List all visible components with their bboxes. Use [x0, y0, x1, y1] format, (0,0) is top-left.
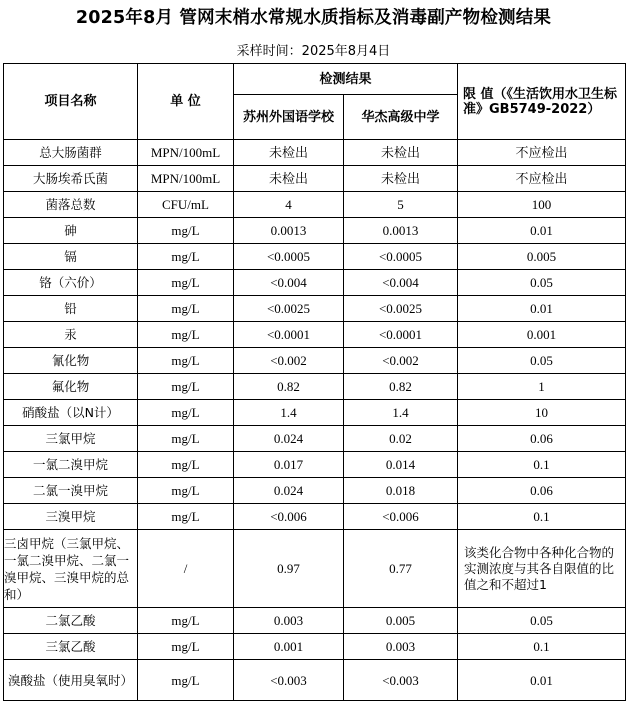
limit-cell: 0.01 — [458, 660, 626, 701]
site-2-value-cell: <0.0025 — [344, 296, 458, 322]
item-name-cell: 溴酸盐（使用臭氧时） — [4, 660, 138, 701]
unit-cell: mg/L — [138, 348, 234, 374]
limit-cell: 10 — [458, 400, 626, 426]
unit-cell: mg/L — [138, 218, 234, 244]
item-name-cell: 二氯一溴甲烷 — [4, 478, 138, 504]
site-2-value-cell: <0.006 — [344, 504, 458, 530]
table-row — [4, 530, 626, 608]
unit-cell: mg/L — [138, 426, 234, 452]
table-row — [4, 660, 626, 701]
unit-cell: MPN/100mL — [138, 166, 234, 192]
item-name-cell: 三氯甲烷 — [4, 426, 138, 452]
item-name-cell: 大肠埃希氏菌 — [4, 166, 138, 192]
site-2-value-cell: <0.0005 — [344, 244, 458, 270]
item-name-cell: 硝酸盐（以N计） — [4, 400, 138, 426]
site-2-value-cell: 5 — [344, 192, 458, 218]
table-row — [4, 504, 626, 530]
unit-cell: mg/L — [138, 504, 234, 530]
limit-cell: 0.05 — [458, 270, 626, 296]
limit-cell: 100 — [458, 192, 626, 218]
limit-cell: 0.1 — [458, 634, 626, 660]
site-1-value-cell: <0.003 — [234, 660, 344, 701]
site-2-value-cell: 0.0013 — [344, 218, 458, 244]
limit-cell: 0.06 — [458, 426, 626, 452]
unit-cell: CFU/mL — [138, 192, 234, 218]
site-1-value-cell: <0.0001 — [234, 322, 344, 348]
site-1-value-cell: <0.006 — [234, 504, 344, 530]
header-limit: 限 值（《生活饮用水卫生标准》GB5749-2022） — [458, 64, 626, 140]
site-2-value-cell: 未检出 — [344, 166, 458, 192]
unit-cell: mg/L — [138, 660, 234, 701]
unit-cell: mg/L — [138, 634, 234, 660]
site-1-value-cell: 未检出 — [234, 140, 344, 166]
limit-cell: 1 — [458, 374, 626, 400]
site-2-value-cell: 0.014 — [344, 452, 458, 478]
item-name-cell: 氟化物 — [4, 374, 138, 400]
site-2-value-cell: 0.018 — [344, 478, 458, 504]
table-row — [4, 218, 626, 244]
site-1-value-cell: <0.004 — [234, 270, 344, 296]
limit-cell: 0.001 — [458, 322, 626, 348]
limit-cell: 0.005 — [458, 244, 626, 270]
limit-cell: 0.01 — [458, 296, 626, 322]
item-name-cell: 镉 — [4, 244, 138, 270]
site-2-value-cell: 0.003 — [344, 634, 458, 660]
site-1-value-cell: 0.0013 — [234, 218, 344, 244]
unit-cell: mg/L — [138, 244, 234, 270]
limit-cell: 0.06 — [458, 478, 626, 504]
header-row-top — [4, 64, 626, 95]
limit-cell: 0.1 — [458, 504, 626, 530]
limit-cell: 0.01 — [458, 218, 626, 244]
limit-cell: 不应检出 — [458, 166, 626, 192]
limit-cell: 0.05 — [458, 608, 626, 634]
table-row — [4, 166, 626, 192]
table-row — [4, 634, 626, 660]
table-row — [4, 140, 626, 166]
site-1-value-cell: <0.0025 — [234, 296, 344, 322]
site-2-value-cell: <0.003 — [344, 660, 458, 701]
item-name-cell: 菌落总数 — [4, 192, 138, 218]
unit-cell: mg/L — [138, 296, 234, 322]
unit-cell: mg/L — [138, 478, 234, 504]
item-name-cell: 总大肠菌群 — [4, 140, 138, 166]
site-1-value-cell: 0.82 — [234, 374, 344, 400]
limit-cell: 0.1 — [458, 452, 626, 478]
limit-cell: 该类化合物中各种化合物的实测浓度与其各自限值的比值之和不超过1 — [458, 530, 626, 608]
header-site-1: 苏州外国语学校 — [234, 95, 344, 140]
site-1-value-cell: <0.0005 — [234, 244, 344, 270]
table-row — [4, 478, 626, 504]
site-2-value-cell: 0.005 — [344, 608, 458, 634]
site-2-value-cell: 0.82 — [344, 374, 458, 400]
table-row — [4, 426, 626, 452]
site-1-value-cell: <0.002 — [234, 348, 344, 374]
site-2-value-cell: <0.002 — [344, 348, 458, 374]
unit-cell: MPN/100mL — [138, 140, 234, 166]
site-1-value-cell: 4 — [234, 192, 344, 218]
table-row — [4, 348, 626, 374]
unit-cell: mg/L — [138, 322, 234, 348]
site-1-value-cell: 1.4 — [234, 400, 344, 426]
unit-cell: mg/L — [138, 608, 234, 634]
sampling-date: 采样时间：2025年8月4日 — [236, 44, 391, 59]
item-name-cell: 三溴甲烷 — [4, 504, 138, 530]
site-2-value-cell: 0.77 — [344, 530, 458, 608]
header-item-name: 项目名称 — [4, 64, 138, 140]
item-name-cell: 二氯乙酸 — [4, 608, 138, 634]
site-2-value-cell: <0.0001 — [344, 322, 458, 348]
unit-cell: mg/L — [138, 400, 234, 426]
site-2-value-cell: <0.004 — [344, 270, 458, 296]
site-1-value-cell: 0.001 — [234, 634, 344, 660]
table-row — [4, 192, 626, 218]
site-1-value-cell: 0.003 — [234, 608, 344, 634]
table-row — [4, 374, 626, 400]
item-name-cell: 三氯乙酸 — [4, 634, 138, 660]
page-title: 2025年8月 管网末梢水常规水质指标及消毒副产物检测结果 — [75, 8, 552, 28]
item-name-cell: 铬（六价） — [4, 270, 138, 296]
item-name-cell: 汞 — [4, 322, 138, 348]
table-row — [4, 244, 626, 270]
limit-cell: 不应检出 — [458, 140, 626, 166]
header-site-2: 华杰高级中学 — [344, 95, 458, 140]
site-1-value-cell: 0.024 — [234, 426, 344, 452]
unit-cell: / — [138, 530, 234, 608]
site-1-value-cell: 0.024 — [234, 478, 344, 504]
unit-cell: mg/L — [138, 374, 234, 400]
results-table — [3, 63, 626, 701]
table-row — [4, 400, 626, 426]
item-name-cell: 砷 — [4, 218, 138, 244]
table-row — [4, 322, 626, 348]
limit-cell: 0.05 — [458, 348, 626, 374]
table-row — [4, 452, 626, 478]
site-2-value-cell: 未检出 — [344, 140, 458, 166]
site-1-value-cell: 0.97 — [234, 530, 344, 608]
item-name-cell: 一氯二溴甲烷 — [4, 452, 138, 478]
header-results: 检测结果 — [234, 64, 458, 95]
item-name-cell: 铅 — [4, 296, 138, 322]
site-2-value-cell: 0.02 — [344, 426, 458, 452]
site-1-value-cell: 0.017 — [234, 452, 344, 478]
unit-cell: mg/L — [138, 270, 234, 296]
table-row — [4, 270, 626, 296]
site-2-value-cell: 1.4 — [344, 400, 458, 426]
unit-cell: mg/L — [138, 452, 234, 478]
site-1-value-cell: 未检出 — [234, 166, 344, 192]
item-name-cell: 三卤甲烷（三氯甲烷、一氯二溴甲烷、二氯一溴甲烷、三溴甲烷的总和） — [4, 530, 138, 608]
item-name-cell: 氰化物 — [4, 348, 138, 374]
table-row — [4, 608, 626, 634]
table-row — [4, 296, 626, 322]
header-unit: 单 位 — [138, 64, 234, 140]
